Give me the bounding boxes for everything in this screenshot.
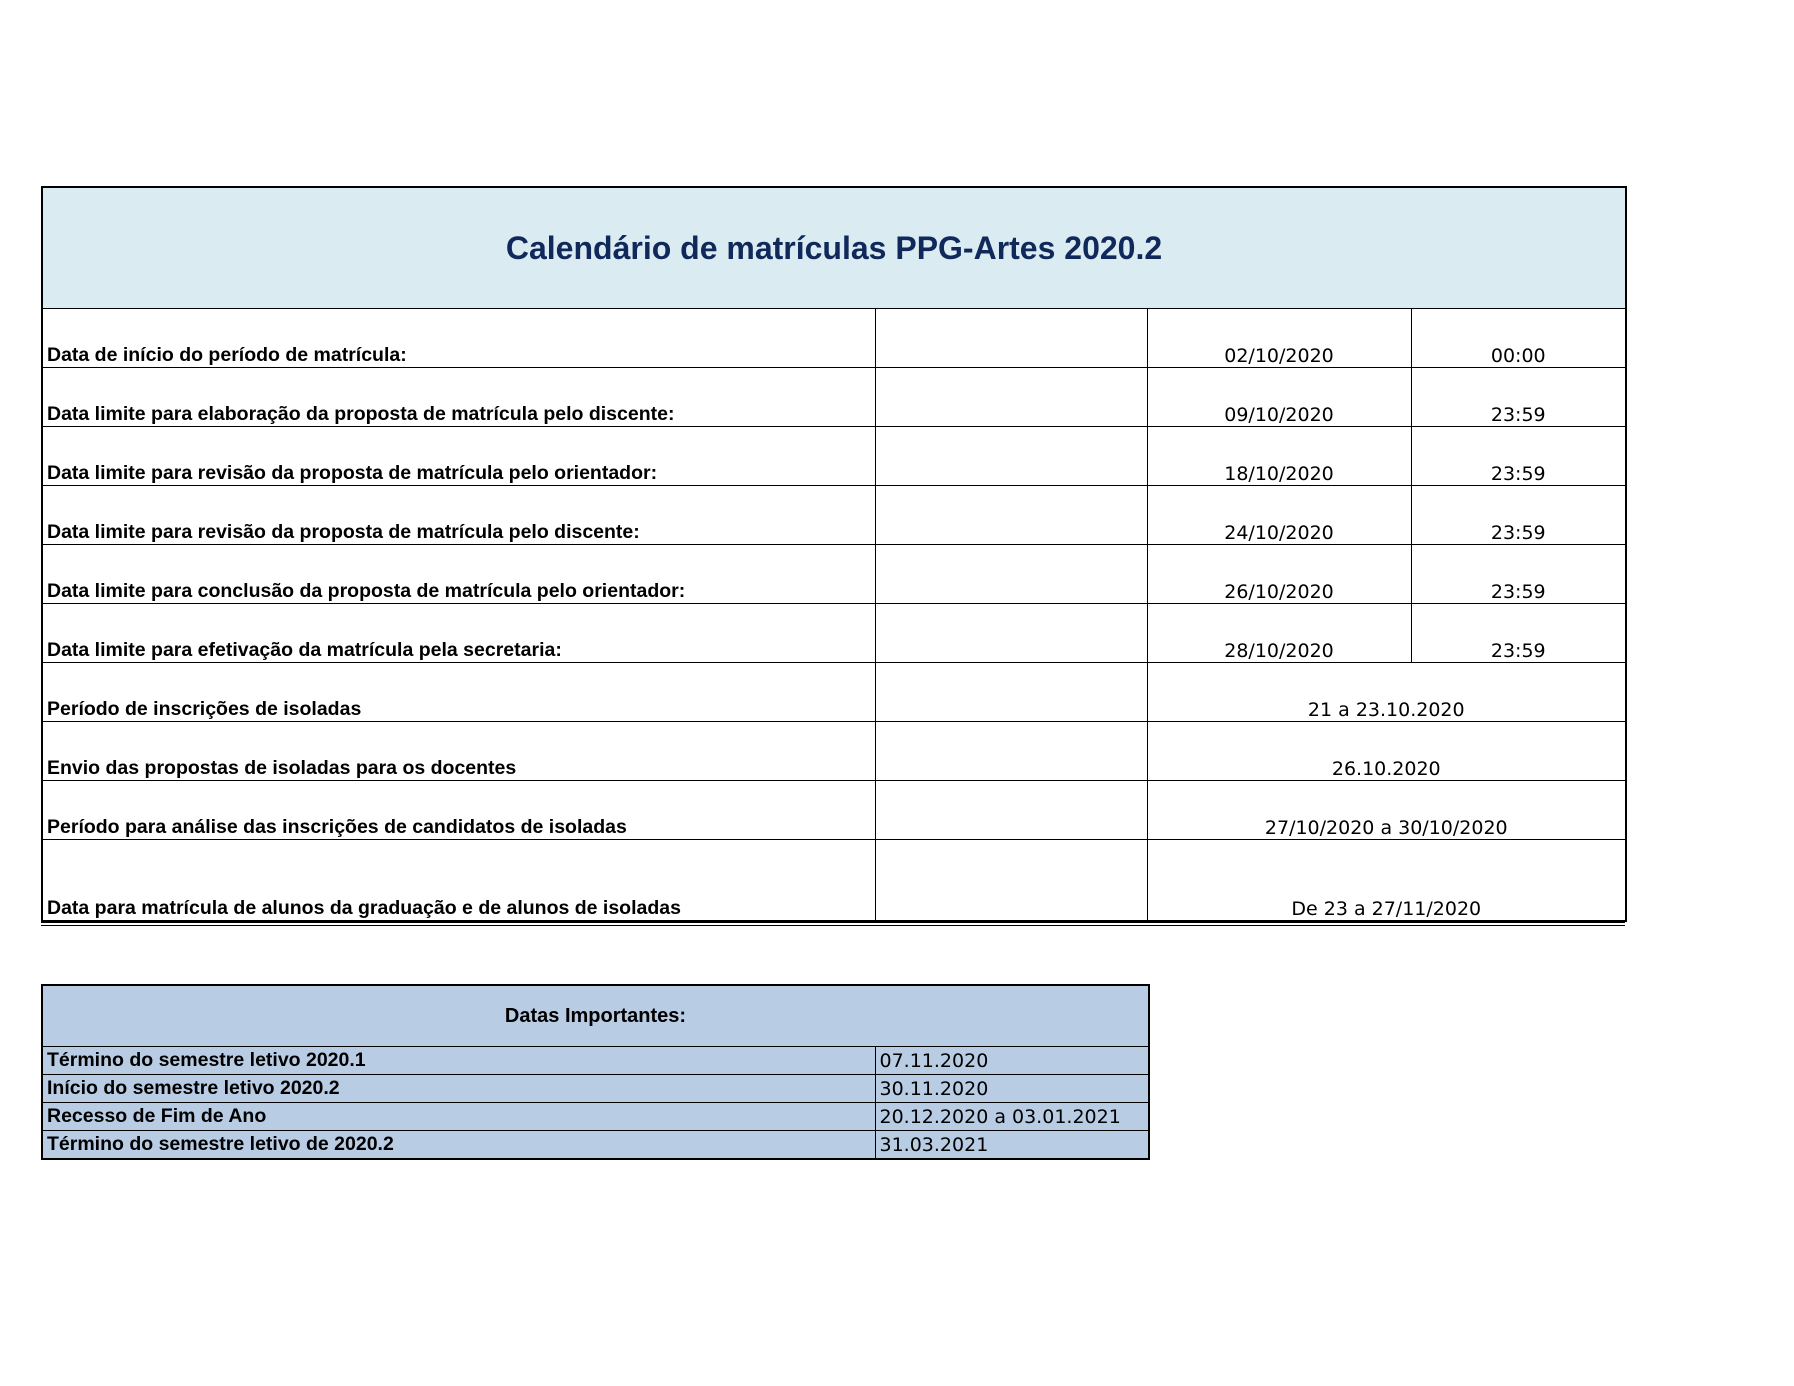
important-value: 20.12.2020 a 03.01.2021 (875, 1103, 1149, 1131)
important-heading-row (42, 985, 1149, 1047)
table-row (42, 840, 1626, 922)
table-row (42, 1103, 1149, 1131)
important-value: 07.11.2020 (875, 1047, 1149, 1075)
row-label: Data limite para conclusão da proposta de matrícula pelo orientador: (42, 545, 875, 604)
row-date: 24/10/2020 (1147, 486, 1411, 545)
row-value: 27/10/2020 a 30/10/2020 (1147, 781, 1626, 840)
row-time: 23:59 (1411, 604, 1626, 663)
row-label: Período para análise das inscrições de candidatos de isoladas (42, 781, 875, 840)
important-label: Recesso de Fim de Ano (42, 1103, 875, 1131)
calendar-title: Calendário de matrículas PPG-Artes 2020.2 (42, 187, 1626, 309)
important-value: 30.11.2020 (875, 1075, 1149, 1103)
table-row (42, 309, 1626, 368)
row-date: 28/10/2020 (1147, 604, 1411, 663)
table-row (42, 486, 1626, 545)
row-value: 21 a 23.10.2020 (1147, 663, 1626, 722)
table-row (42, 427, 1626, 486)
row-date: 09/10/2020 (1147, 368, 1411, 427)
empty-cell (875, 604, 1147, 663)
table-row (42, 781, 1626, 840)
row-label: Data limite para efetivação da matrícula pela secretaria: (42, 604, 875, 663)
enrollment-calendar-table (41, 186, 1627, 922)
empty-cell (875, 368, 1147, 427)
row-time: 23:59 (1411, 427, 1626, 486)
important-dates-table (41, 984, 1150, 1160)
table-row (42, 368, 1626, 427)
empty-cell (875, 545, 1147, 604)
important-label: Término do semestre letivo de 2020.2 (42, 1131, 875, 1160)
row-label: Data limite para revisão da proposta de matrícula pelo orientador: (42, 427, 875, 486)
row-label: Data limite para revisão da proposta de matrícula pelo discente: (42, 486, 875, 545)
empty-cell (875, 840, 1147, 922)
row-label: Envio das propostas de isoladas para os docentes (42, 722, 875, 781)
row-date: 02/10/2020 (1147, 309, 1411, 368)
empty-cell (875, 309, 1147, 368)
row-label: Data limite para elaboração da proposta de matrícula pelo discente: (42, 368, 875, 427)
table-row (42, 1075, 1149, 1103)
row-date: 18/10/2020 (1147, 427, 1411, 486)
empty-cell (875, 722, 1147, 781)
empty-cell (875, 486, 1147, 545)
empty-cell (875, 427, 1147, 486)
row-time: 23:59 (1411, 368, 1626, 427)
important-label: Início do semestre letivo 2020.2 (42, 1075, 875, 1103)
table-row (42, 545, 1626, 604)
calendar-sheet (41, 186, 1627, 926)
empty-cell (875, 663, 1147, 722)
row-time: 23:59 (1411, 486, 1626, 545)
empty-cell (875, 781, 1147, 840)
important-label: Término do semestre letivo 2020.1 (42, 1047, 875, 1075)
table-row (42, 1131, 1149, 1160)
important-value: 31.03.2021 (875, 1131, 1149, 1160)
row-value: De 23 a 27/11/2020 (1147, 840, 1626, 922)
double-border-line (41, 922, 1625, 926)
title-row (42, 187, 1626, 309)
row-label: Data para matrícula de alunos da graduação e de alunos de isoladas (42, 840, 875, 922)
table-row (42, 604, 1626, 663)
table-row (42, 663, 1626, 722)
row-date: 26/10/2020 (1147, 545, 1411, 604)
row-label: Data de início do período de matrícula: (42, 309, 875, 368)
table-row (42, 722, 1626, 781)
row-label: Período de inscrições de isoladas (42, 663, 875, 722)
row-time: 23:59 (1411, 545, 1626, 604)
row-time: 00:00 (1411, 309, 1626, 368)
important-heading: Datas Importantes: (42, 985, 1149, 1047)
row-value: 26.10.2020 (1147, 722, 1626, 781)
table-row (42, 1047, 1149, 1075)
